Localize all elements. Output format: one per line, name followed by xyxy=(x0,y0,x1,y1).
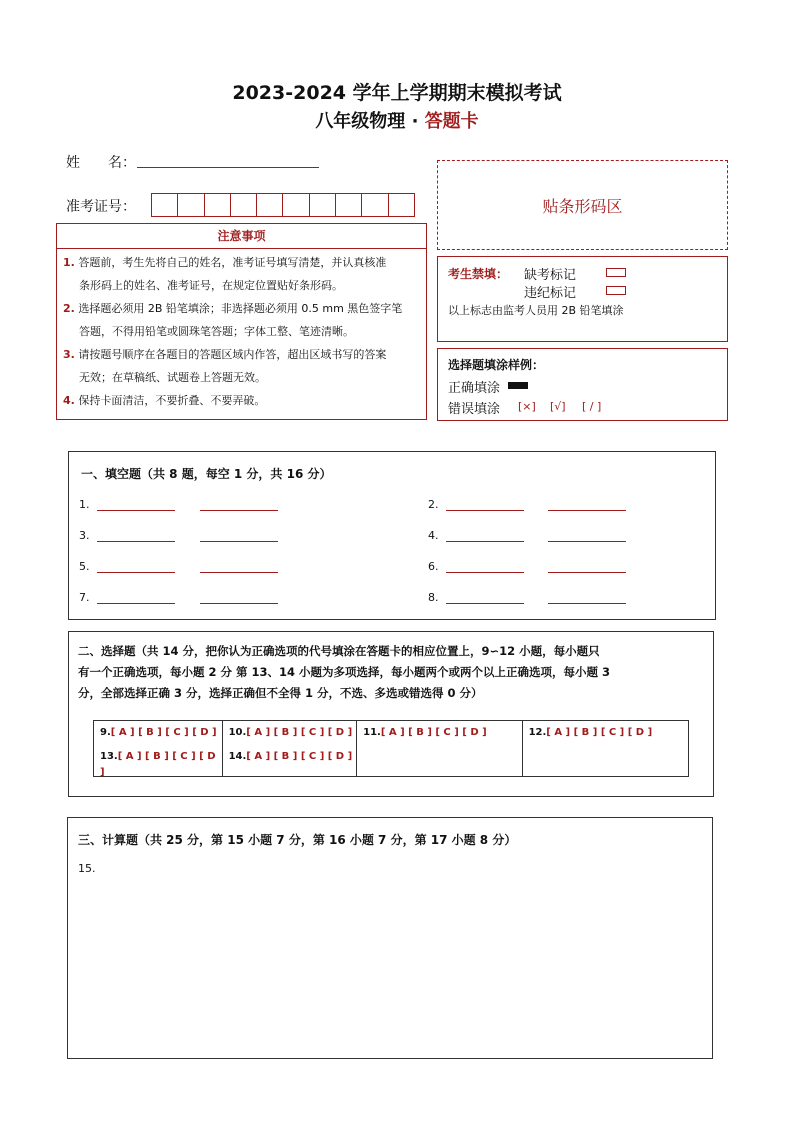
notice-text: 保持卡面清洁，不要折叠、不要弄破。 xyxy=(78,394,266,407)
blank-number: 8. xyxy=(428,591,439,604)
name-field[interactable] xyxy=(137,167,319,168)
name-label: 姓 名： xyxy=(66,155,136,171)
section3-title: 三、计算题（共 25 分，第 15 小题 7 分，第 16 小题 7 分，第 17 小题 8 分） xyxy=(78,833,517,847)
answer-blank[interactable] xyxy=(97,572,175,573)
blank-number: 1. xyxy=(79,498,90,511)
absent-mark-box[interactable] xyxy=(606,268,626,277)
choice-options[interactable]: [ A ] [ B ] [ C ] [ D ] xyxy=(546,727,653,738)
exam-id-digit[interactable] xyxy=(389,194,414,216)
answer-blank[interactable] xyxy=(97,603,175,604)
notice-num: 1. xyxy=(63,256,75,269)
exam-id-grid[interactable] xyxy=(151,193,415,217)
choice-column xyxy=(94,721,223,776)
choice-options[interactable]: [ A ] [ B ] [ C ] [ D ] xyxy=(246,751,353,762)
notice-item xyxy=(57,343,426,366)
question-number: 9. xyxy=(100,727,111,738)
choice-column xyxy=(523,721,688,776)
question-15-number: 15. xyxy=(78,862,96,875)
notice-item-cont xyxy=(57,274,426,297)
choice-options[interactable]: [ A ] [ B ] [ C ] [ D ] xyxy=(110,727,217,738)
choice-question[interactable] xyxy=(100,725,222,749)
choice-question[interactable] xyxy=(100,749,222,778)
answer-blank[interactable] xyxy=(446,603,524,604)
notice-item xyxy=(57,297,426,320)
notice-text: 答题前，考生先将自己的姓名，准考证号填写清楚，并认真核准 xyxy=(78,256,387,269)
exam-id-digit[interactable] xyxy=(231,194,257,216)
answer-blank[interactable] xyxy=(548,510,626,511)
answer-blank[interactable] xyxy=(200,572,278,573)
choice-column xyxy=(357,721,522,776)
notice-num: 3. xyxy=(63,348,75,361)
calculation-section[interactable] xyxy=(67,817,713,1059)
filled-sample-mark xyxy=(508,382,528,389)
answer-blank[interactable] xyxy=(97,541,175,542)
answer-blank[interactable] xyxy=(548,541,626,542)
answer-blank[interactable] xyxy=(200,510,278,511)
notice-text: 请按题号顺序在各题目的答题区域内作答，超出区域书写的答案 xyxy=(78,348,387,361)
notice-item xyxy=(57,251,426,274)
answer-blank[interactable] xyxy=(548,572,626,573)
subtitle-red: 答题卡 xyxy=(424,111,479,132)
absent-label: 缺考标记 xyxy=(524,268,577,283)
forbid-label: 考生禁填： xyxy=(448,267,509,281)
section2-title xyxy=(78,641,610,704)
exam-id-label: 准考证号： xyxy=(66,199,136,215)
question-number: 13. xyxy=(100,751,118,762)
blank-number: 6. xyxy=(428,560,439,573)
answer-blank[interactable] xyxy=(548,603,626,604)
notice-num: 2. xyxy=(63,302,75,315)
section2-title-line: 分，全部选择正确 3 分，选择正确但不全得 1 分，不选、多选或错选得 0 分） xyxy=(78,686,483,700)
exam-id-digit[interactable] xyxy=(336,194,362,216)
choice-question[interactable] xyxy=(229,725,357,749)
notice-item-cont xyxy=(57,366,426,389)
blank-number: 7. xyxy=(79,591,90,604)
correct-label: 正确填涂 xyxy=(448,381,501,396)
notice-text: 无效；在草稿纸、试题卷上答题无效。 xyxy=(79,371,266,384)
subtitle-black: 八年级物理 · xyxy=(315,111,425,132)
notice-num: 4. xyxy=(63,394,75,407)
notice-text: 选择题必须用 2B 铅笔填涂；非选择题必须用 0.5 mm 黑色签字笔 xyxy=(78,302,403,315)
wrong-mark-check: [√] xyxy=(550,400,566,413)
sample-title: 选择题填涂样例： xyxy=(448,358,545,372)
blank-number: 2. xyxy=(428,498,439,511)
choice-question[interactable] xyxy=(229,749,357,773)
exam-id-digit[interactable] xyxy=(310,194,336,216)
exam-id-digit[interactable] xyxy=(257,194,283,216)
answer-blank[interactable] xyxy=(446,572,524,573)
question-number: 10. xyxy=(228,727,247,738)
forbid-note: 以上标志由监考人员用 2B 铅笔填涂 xyxy=(448,304,624,317)
choice-options[interactable]: [ A ] [ B ] [ C ] [ D ] xyxy=(380,727,487,738)
blank-number: 4. xyxy=(428,529,439,542)
question-number: 12. xyxy=(528,727,547,738)
exam-id-digit[interactable] xyxy=(178,194,204,216)
notice-item xyxy=(57,389,426,412)
question-number: 14. xyxy=(228,751,247,762)
notice-text: 答题，不得用铅笔或圆珠笔答题；字体工整、笔迹清晰。 xyxy=(79,325,354,338)
section2-title-line: 有一个正确选项，每小题 2 分 第 13、14 小题为多项选择，每小题两个或两个以上正确选项，每小题 3 xyxy=(78,665,611,679)
answer-blank[interactable] xyxy=(97,510,175,511)
fill-sample-box xyxy=(437,348,728,421)
fill-in-section xyxy=(68,451,716,620)
choice-question[interactable] xyxy=(529,725,688,749)
answer-blank[interactable] xyxy=(200,603,278,604)
exam-id-digit[interactable] xyxy=(205,194,231,216)
section2-title-line: 二、选择题（共 14 分，把你认为正确选项的代号填涂在答题卡的相应位置上，9∽12 小题，每小题只 xyxy=(78,644,600,658)
answer-blank[interactable] xyxy=(200,541,278,542)
exam-id-digit[interactable] xyxy=(283,194,309,216)
exam-id-digit[interactable] xyxy=(362,194,388,216)
proctor-box xyxy=(437,256,728,342)
notice-text: 条形码上的姓名、准考证号，在规定位置贴好条形码。 xyxy=(79,279,343,292)
violation-label: 违纪标记 xyxy=(524,286,577,301)
answer-blank[interactable] xyxy=(446,541,524,542)
page-title: 2023-2024 学年上学期期末模拟考试 xyxy=(232,82,562,104)
notice-title: 注意事项 xyxy=(57,224,426,249)
barcode-label: 贴条形码区 xyxy=(542,196,623,216)
choice-column xyxy=(223,721,358,776)
choice-grid xyxy=(93,720,689,777)
wrong-mark-x: [×] xyxy=(518,400,536,413)
wrong-mark-slash: [ / ] xyxy=(582,400,602,413)
choice-question[interactable] xyxy=(363,725,521,749)
blank-number: 5. xyxy=(79,560,90,573)
page-subtitle xyxy=(0,107,794,133)
choice-options[interactable]: [ A ] [ B ] [ C ] [ D ] xyxy=(100,751,216,778)
question-number: 11. xyxy=(363,727,381,738)
notice-item-cont xyxy=(57,320,426,343)
answer-blank[interactable] xyxy=(446,510,524,511)
notice-box xyxy=(56,223,427,420)
blank-number: 3. xyxy=(79,529,90,542)
exam-id-digit[interactable] xyxy=(152,194,178,216)
choice-options[interactable]: [ A ] [ B ] [ C ] [ D ] xyxy=(246,727,353,738)
wrong-label: 错误填涂 xyxy=(448,402,501,417)
barcode-area xyxy=(437,160,728,250)
section1-title: 一、填空题（共 8 题，每空 1 分，共 16 分） xyxy=(81,467,332,481)
violation-mark-box[interactable] xyxy=(606,286,626,295)
